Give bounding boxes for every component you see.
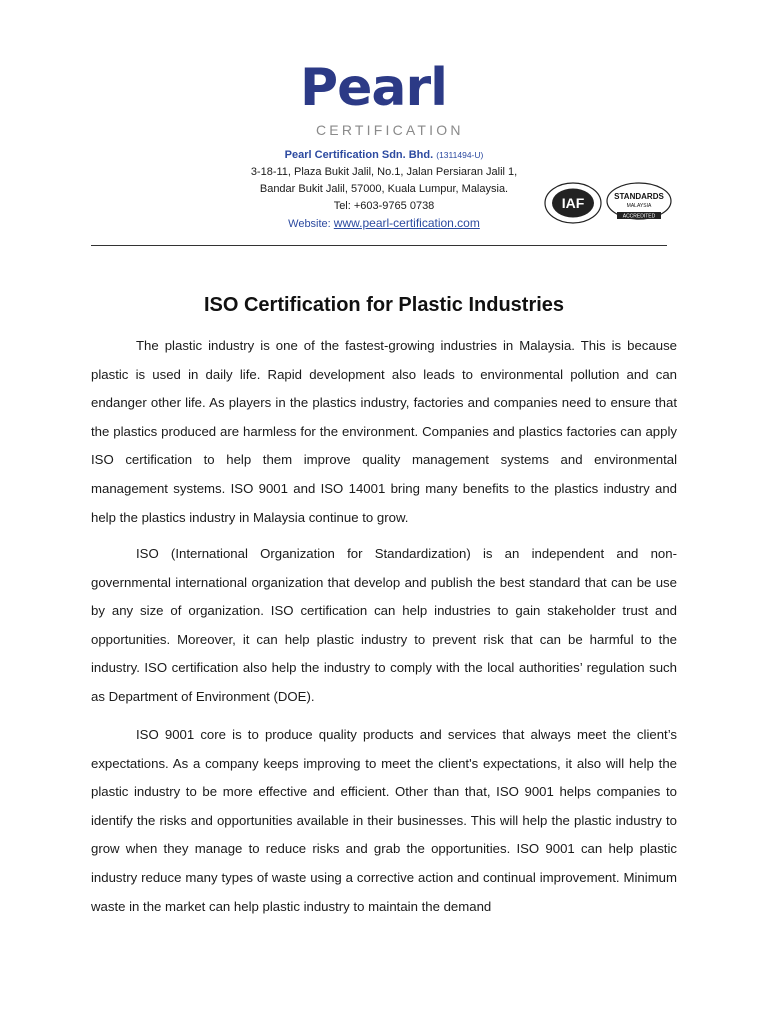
paragraph-3: ISO 9001 core is to produce quality products and services that always meet the client’s expectations. As a company keeps improving to meet the client's expectations, it also will help the plastic industry to be more effective and efficient. Other than that, ISO 9001 helps companies to identify the risks and opportunities available in their businesses. This will help the plastic industry to grow when they manage to reduce risks and grab the opportunities. ISO 9001 can help plastic industry reduce many types of waste using a corrective action and continual improvement. Minimum waste in the market can help plastic industry to maintain the demand: [91, 727, 677, 914]
iaf-badge-text: IAF: [561, 195, 585, 211]
paragraph-1: The plastic industry is one of the fastest-growing industries in Malaysia. This is because plastic is used in daily life. Rapid development also leads to environmental pollution and can endanger other life. As players in the plastics industry, factories and companies need to ensure that the plastics produced are harmless for the environment. Companies and plastics factories can apply ISO certification to help them improve quality management systems and environmental management systems. ISO 9001 and ISO 14001 bring many benefits to the plastics industry and help the plastics industry in Malaysia continue to grow.: [91, 338, 677, 525]
company-name-text: Pearl Certification Sdn. Bhd.: [284, 149, 434, 161]
address-line-1: 3-18-11, Plaza Bukit Jalil, No.1, Jalan Persiaran Jalil 1,: [250, 166, 518, 178]
logo-wordmark: Pearl: [300, 58, 447, 118]
header-divider: [91, 245, 667, 246]
standards-malaysia-badge: [605, 181, 673, 231]
document-title: ISO Certification for Plastic Industries: [203, 294, 565, 316]
telephone: Tel: +603-9765 0738: [333, 200, 435, 212]
iaf-accreditation-badge: [543, 181, 603, 225]
accredited-text: ACCREDITED: [622, 213, 656, 220]
company-reg-number: (1311494-U): [436, 150, 484, 160]
website-link[interactable]: www.pearl-certification.com: [333, 216, 480, 230]
standards-badge-text: STANDARDS: [614, 192, 664, 201]
paragraph-2: ISO (International Organization for Standardization) is an independent and non-governmental international organization that develop and publish the best standard that can be use by any size of organization. ISO certification can help industries to gain stakeholder trust and opportunities. Moreover, it can help plastic industry to prevent risk that can be harmful to the industry. ISO certification also help the industry to comply with the local authorities’ regulation such as Department of Environment (DOE).: [91, 546, 677, 704]
logo-subtext: CERTIFICATION: [316, 122, 464, 138]
address-line-2: Bandar Bukit Jalil, 57000, Kuala Lumpur, Malaysia.: [259, 183, 509, 195]
company-logo: [300, 58, 470, 144]
website-label: Website:: [288, 218, 334, 230]
company-name: [150, 147, 618, 164]
standards-badge-subtext: MALAYSIA: [626, 203, 652, 209]
